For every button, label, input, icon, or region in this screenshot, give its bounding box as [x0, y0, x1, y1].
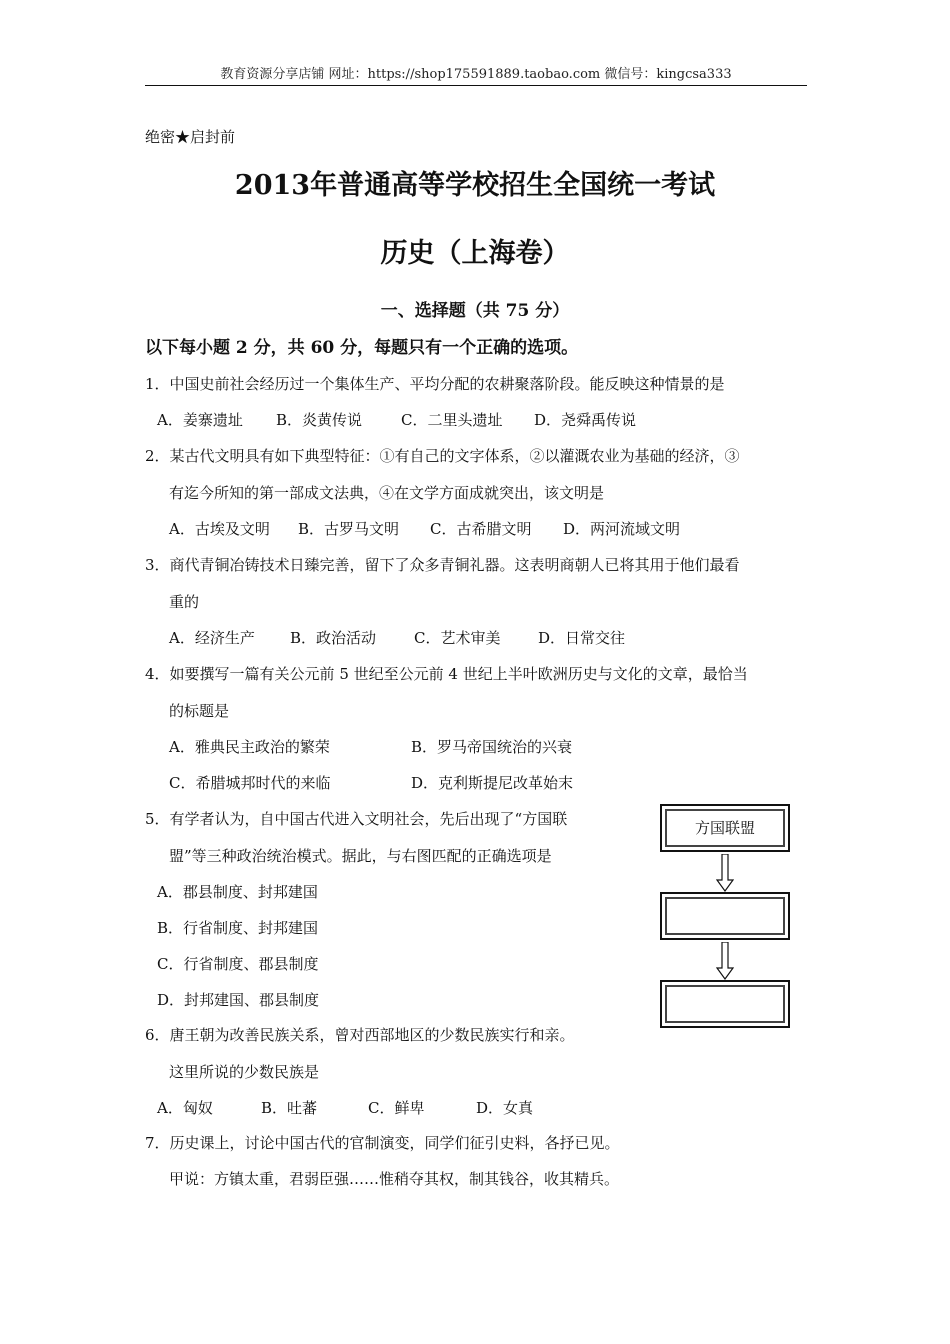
question-1-option-b: B．炎黄传说: [276, 411, 363, 429]
flow-arrow-1-icon: [716, 854, 734, 892]
exam-title: 2013年普通高等学校招生全国统一考试: [234, 170, 716, 201]
flow-arrow-2-icon: [716, 942, 734, 980]
question-5-option-c: C．行省制度、郡县制度: [157, 955, 319, 973]
question-3-option-b: B．政治活动: [290, 629, 377, 647]
flow-diagram: [660, 804, 792, 1030]
flow-box-1: [660, 804, 790, 852]
question-5-option-a: A．郡县制度、封邦建国: [157, 883, 318, 901]
secret-mark: 绝密★启封前: [145, 128, 236, 146]
question-4-option-a: A．雅典民主政治的繁荣: [169, 738, 330, 756]
question-6-option-c: C．鲜卑: [368, 1099, 425, 1117]
flow-box-1-label: 方国联盟: [694, 819, 755, 837]
question-7-stem: 7．历史课上，讨论中国古代的官制演变，同学们征引史料，各抒已见。: [145, 1134, 620, 1152]
page-header: 教育资源分享店铺 网址：https://shop175591889.taobao.com 微信号：kingcsa333: [220, 67, 732, 82]
question-1-option-a: A．姜寨遗址: [157, 411, 243, 429]
question-4-option-d: D．克利斯提尼改革始末: [411, 774, 574, 792]
question-2-option-a: A．古埃及文明: [169, 520, 270, 538]
question-3-option-c: C．艺术审美: [414, 629, 501, 647]
question-2-option-b: B．古罗马文明: [298, 520, 400, 538]
question-1-option-d: D．尧舜禹传说: [534, 411, 637, 429]
question-3-stem: 3．商代青铜冶铸技术日臻完善，留下了众多青铜礼器。这表明商朝人已将其用于他们最看: [145, 556, 740, 574]
flow-box-2: [660, 892, 790, 940]
exam-subtitle: 历史（上海卷）: [380, 238, 570, 269]
section-heading: 一、选择题（共 75 分）: [380, 301, 570, 321]
question-3-option-a: A．经济生产: [169, 629, 255, 647]
question-6-stem: 6．唐王朝为改善民族关系，曾对西部地区的少数民族实行和亲。: [145, 1026, 575, 1044]
question-2-stem: 2．某古代文明具有如下典型特征：①有自己的文字体系，②以灌溉农业为基础的经济，③: [145, 447, 740, 465]
question-3-stem-cont: 重的: [169, 593, 200, 611]
question-4-stem-cont: 的标题是: [169, 702, 230, 720]
question-2-option-c: C．古希腊文明: [430, 520, 532, 538]
question-6-option-a: A．匈奴: [157, 1099, 213, 1117]
section-instruction: 以下每小题 2 分，共 60 分，每题只有一个正确的选项。: [145, 338, 579, 358]
question-5-stem: 5．有学者认为，自中国古代进入文明社会，先后出现了“方国联: [145, 810, 568, 828]
question-4-option-b: B．罗马帝国统治的兴衰: [411, 738, 573, 756]
flow-box-3: [660, 980, 790, 1028]
question-6-option-d: D．女真: [476, 1099, 534, 1117]
question-7-quote: 甲说：方镇太重，君弱臣强……惟稍夺其权，制其钱谷，收其精兵。: [169, 1170, 620, 1188]
question-4-option-c: C．希腊城邦时代的来临: [169, 774, 331, 792]
question-5-stem-cont: 盟”等三种政治统治模式。据此，与右图匹配的正确选项是: [169, 847, 552, 865]
question-4-stem: 4．如要撰写一篇有关公元前 5 世纪至公元前 4 世纪上半叶欧洲历史与文化的文章，最恰当: [145, 665, 748, 683]
question-1-stem: 1．中国史前社会经历过一个集体生产、平均分配的农耕聚落阶段。能反映这种情景的是: [145, 375, 725, 393]
question-5-option-d: D．封邦建国、郡县制度: [157, 991, 320, 1009]
question-2-stem-cont: 有迄今所知的第一部成文法典，④在文学方面成就突出，该文明是: [169, 484, 605, 502]
question-6-stem-cont: 这里所说的少数民族是: [169, 1063, 320, 1081]
question-1-option-c: C．二里头遗址: [401, 411, 503, 429]
question-6-option-b: B．吐蕃: [261, 1099, 318, 1117]
question-5-option-b: B．行省制度、封邦建国: [157, 919, 319, 937]
question-3-option-d: D．日常交往: [538, 629, 626, 647]
question-2-option-d: D．两河流域文明: [563, 520, 681, 538]
header-divider: [145, 85, 807, 86]
